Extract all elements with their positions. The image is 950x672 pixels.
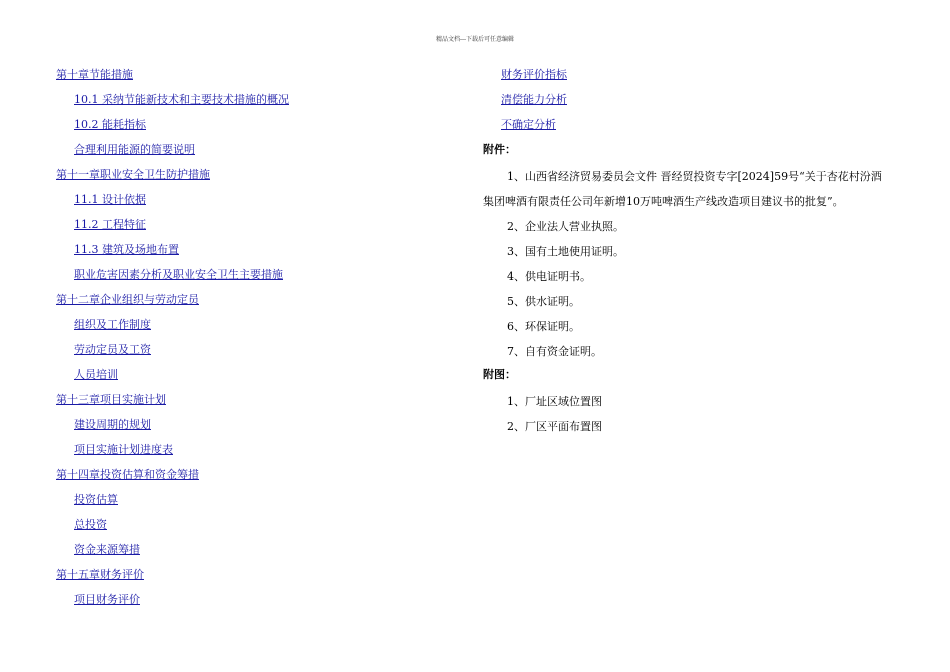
attachment-item: 3、国有土地使用证明。	[507, 245, 624, 258]
toc-entry	[56, 114, 456, 139]
figure-item: 1、厂址区域位置图	[507, 395, 602, 408]
toc-entry	[56, 414, 456, 439]
figures-heading: 附图：	[483, 368, 516, 381]
toc-entry	[56, 539, 456, 564]
attachment-item: 5、供水证明。	[507, 295, 580, 308]
toc-entry	[483, 64, 903, 89]
toc-link[interactable]: 第十三章项目实施计划	[56, 393, 166, 406]
toc-link[interactable]: 不确定分析	[501, 118, 556, 131]
toc-entry	[56, 164, 456, 189]
toc-link[interactable]: 第十五章财务评价	[56, 568, 144, 581]
toc-link[interactable]: 资金来源筹措	[74, 543, 140, 556]
toc-link[interactable]: 财务评价指标	[501, 68, 567, 81]
toc-entry	[483, 89, 903, 114]
toc-entry	[56, 389, 456, 414]
toc-entry	[483, 114, 903, 139]
attachment-item: 7、自有资金证明。	[507, 345, 602, 358]
toc-link[interactable]: 10.2 能耗指标	[74, 118, 146, 131]
toc-entry	[56, 64, 456, 89]
toc-entry	[56, 489, 456, 514]
toc-link[interactable]: 项目实施计划进度表	[74, 443, 173, 456]
toc-link[interactable]: 第十二章企业组织与劳动定员	[56, 293, 199, 306]
page-header: 精品文档---下载后可任意编辑	[435, 36, 515, 43]
attachments-heading: 附件：	[483, 143, 516, 156]
toc-link[interactable]: 项目财务评价	[74, 593, 140, 606]
right-column	[483, 64, 903, 439]
attachment-item-continued: 集团啤酒有限责任公司年新增10万吨啤酒生产线改造项目建议书的批复”。	[483, 195, 844, 208]
toc-link[interactable]: 职业危害因素分析及职业安全卫生主要措施	[74, 268, 283, 281]
toc-entry	[56, 439, 456, 464]
toc-entry	[56, 289, 456, 314]
attachment-item: 6、环保证明。	[507, 320, 580, 333]
toc-left-column	[56, 64, 456, 614]
toc-entry	[56, 364, 456, 389]
toc-link[interactable]: 总投资	[74, 518, 107, 531]
toc-entry	[56, 589, 456, 614]
toc-link[interactable]: 11.2 工程特征	[74, 218, 146, 231]
toc-entry	[56, 514, 456, 539]
toc-link[interactable]: 清偿能力分析	[501, 93, 567, 106]
toc-entry	[56, 264, 456, 289]
toc-link[interactable]: 第十四章投资估算和资金筹措	[56, 468, 199, 481]
toc-link[interactable]: 人员培训	[74, 368, 118, 381]
toc-link[interactable]: 投资估算	[74, 493, 118, 506]
toc-entry	[56, 214, 456, 239]
toc-entry	[56, 564, 456, 589]
toc-link[interactable]: 第十一章职业安全卫生防护措施	[56, 168, 210, 181]
figure-item: 2、厂区平面布置图	[507, 420, 602, 433]
toc-entry	[56, 139, 456, 164]
toc-link[interactable]: 10.1 采纳节能新技术和主要技术措施的概况	[74, 93, 289, 106]
toc-link[interactable]: 合理利用能源的简要说明	[74, 143, 195, 156]
toc-link[interactable]: 第十章节能措施	[56, 68, 133, 81]
toc-entry	[56, 339, 456, 364]
toc-link[interactable]: 组织及工作制度	[74, 318, 151, 331]
toc-link[interactable]: 11.3 建筑及场地布置	[74, 243, 179, 256]
attachment-item: 2、企业法人营业执照。	[507, 220, 624, 233]
toc-entry	[56, 239, 456, 264]
toc-entry	[56, 89, 456, 114]
toc-link[interactable]: 劳动定员及工资	[74, 343, 151, 356]
toc-entry	[56, 314, 456, 339]
toc-entry	[56, 189, 456, 214]
toc-entry	[56, 464, 456, 489]
toc-link[interactable]: 11.1 设计依据	[74, 193, 146, 206]
attachment-item: 1、山西省经济贸易委员会文件 晋经贸投资专字[2024]59号“关于杏花村汾酒	[507, 170, 882, 183]
toc-link[interactable]: 建设周期的规划	[74, 418, 151, 431]
attachment-item: 4、供电证明书。	[507, 270, 591, 283]
